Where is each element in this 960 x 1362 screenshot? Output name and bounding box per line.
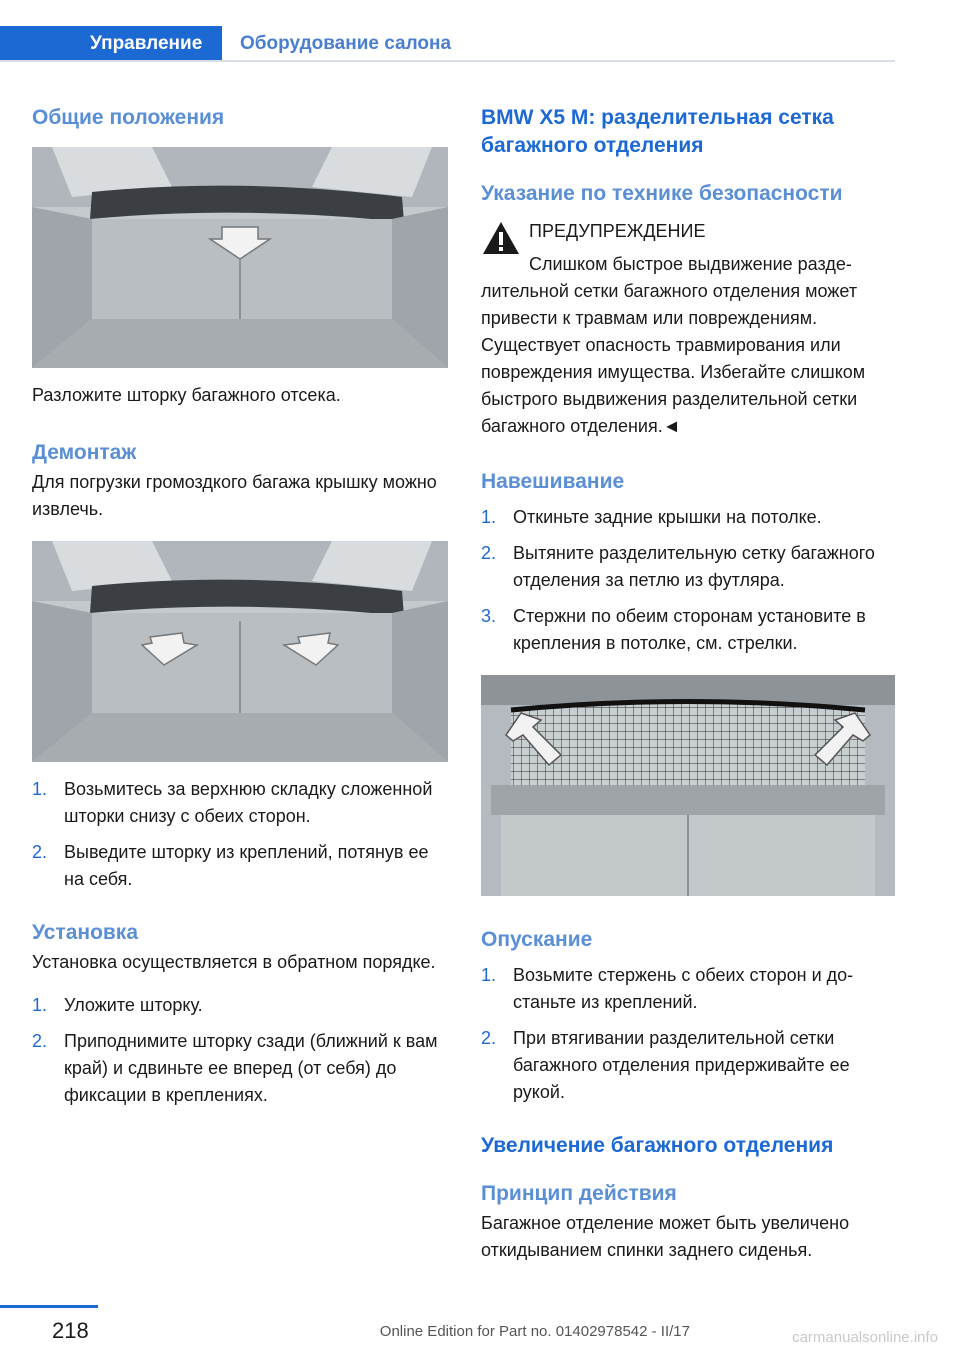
general-caption: Разложите шторку багажного отсека. <box>32 385 341 405</box>
warning-triangle-icon <box>481 220 521 256</box>
warning-block <box>481 218 895 245</box>
luggage-cover-photo-2 <box>32 541 448 762</box>
lower-steps <box>481 962 895 1106</box>
step-number: 2. <box>481 1028 497 1048</box>
list-item <box>481 603 895 657</box>
list-item <box>32 776 448 830</box>
step-number: 1. <box>32 779 48 799</box>
net-heading: BMW X5 M: разделительная сетка багажного отделения <box>481 106 834 157</box>
step-text: При втягивании разделительной сетки багажного отделения придерживайте ее рукой. <box>513 1028 850 1102</box>
step-number: 1. <box>481 507 497 527</box>
step-number: 1. <box>481 965 497 985</box>
luggage-cover-photo-1 <box>32 147 448 368</box>
enlarge-heading: Увеличение багажного отделения <box>481 1134 834 1157</box>
list-item <box>481 962 895 1016</box>
tab-underline <box>0 60 895 62</box>
step-number: 2. <box>481 543 497 563</box>
install-steps <box>32 992 448 1109</box>
footer-rule <box>0 1305 98 1308</box>
step-text: Приподнимите шторку сзади (ближний к вам край) и сдвиньте ее вперед (от себя) до фиксации в креплениях. <box>64 1031 438 1105</box>
step-text: Возьмите стержень с обеих сторон и достаньте из креплений. <box>513 965 854 1012</box>
step-number: 3. <box>481 606 497 626</box>
step-text: Возьмитесь за верхнюю складку сложенной шторки снизу с обеих сторон. <box>64 779 433 826</box>
step-number: 2. <box>32 842 48 862</box>
chapter-tab-bar <box>0 26 895 62</box>
partition-net-photo <box>481 675 895 896</box>
step-text: Откиньте задние крышки на потолке. <box>513 507 822 527</box>
edition-text: Online Edition for Part no. 01402978542 - II/17 <box>379 1323 690 1340</box>
step-number: 1. <box>32 995 48 1015</box>
lower-heading: Опускание <box>481 928 593 951</box>
removal-heading: Демонтаж <box>32 441 137 464</box>
list-item <box>32 1028 448 1109</box>
list-item <box>32 992 448 1019</box>
step-text: Выведите шторку из креплений, потянув ее на себя. <box>64 842 429 889</box>
right-column <box>481 100 895 1264</box>
list-item <box>481 540 895 594</box>
watermark: carmanualsonline.info <box>792 1329 938 1346</box>
general-heading: Общие положения <box>32 106 225 129</box>
tab-interior-equipment[interactable]: Оборудование салона <box>240 33 452 54</box>
hang-heading: Навешивание <box>481 470 625 493</box>
warning-label: ПРЕДУПРЕЖДЕНИЕ <box>529 221 706 241</box>
step-text: Стержни по обеим сторонам установите в крепления в потолке, см. стрелки. <box>513 606 866 653</box>
list-item <box>32 839 448 893</box>
install-heading: Установка <box>32 921 138 944</box>
tab-controls[interactable]: Управление <box>0 26 222 62</box>
principle-text: Багажное отделение может быть увеличено откидыванием спинки заднего сиденья. <box>481 1213 850 1260</box>
principle-heading: Принцип действия <box>481 1182 677 1205</box>
removal-steps <box>32 776 448 893</box>
step-text: Вытяните разделительную сетку багажного отделения за петлю из футляра. <box>513 543 875 590</box>
removal-text: Для погрузки громоздкого багажа крышку можно извлечь. <box>32 472 437 519</box>
safety-heading: Указание по технике безопасности <box>481 182 843 205</box>
left-column <box>32 100 448 1109</box>
list-item <box>481 504 895 531</box>
hang-steps <box>481 504 895 657</box>
step-text: Уложите шторку. <box>64 995 203 1015</box>
step-number: 2. <box>32 1031 48 1051</box>
page-number: 218 <box>52 1318 89 1343</box>
list-item <box>481 1025 895 1106</box>
install-text: Установка осуществляется в обратном порядке. <box>32 952 436 972</box>
warning-text: Слишком быстрое выдвижение разделительной сетки багажного отделения может привести к травмам или повреждениям. Существует опасность травмирования или повреждения имущества. Избегайте слишком быстрого выдвижения разделительной сетки багажного отделения.◄ <box>481 254 866 436</box>
